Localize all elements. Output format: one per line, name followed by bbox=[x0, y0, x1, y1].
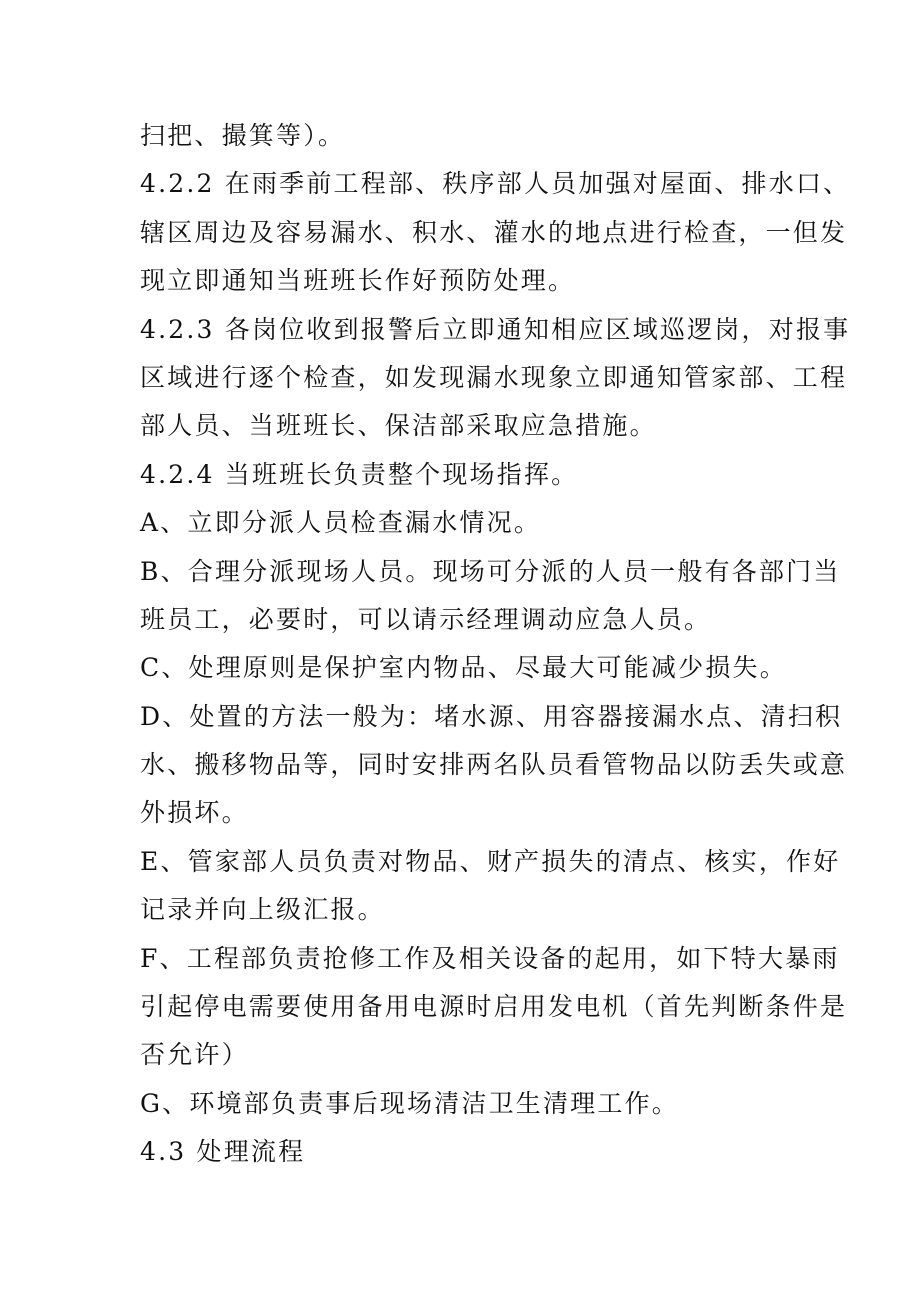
section-heading: 4.3 处理流程 bbox=[140, 1137, 306, 1167]
text-line: G、环境部负责事后现场清洁卫生清理工作。 bbox=[140, 1088, 679, 1118]
text-line: 4.2.4 当班班长负责整个现场指挥。 bbox=[140, 459, 579, 489]
text-line: 现立即通知当班班长作好预防处理。 bbox=[140, 266, 576, 296]
document-body bbox=[140, 112, 851, 1177]
text-line: C、处理原则是保护室内物品、尽最大可能减少损失。 bbox=[140, 653, 787, 683]
text-line: 班员工，必要时，可以请示经理调动应急人员。 bbox=[140, 604, 712, 634]
text-line: A、立即分派人员检查漏水情况。 bbox=[140, 508, 542, 538]
text-line: E、管家部人员负责对物品、财产损失的清点、核实，作好 bbox=[140, 846, 841, 876]
text-line: 部人员、当班班长、保洁部采取应急措施。 bbox=[140, 411, 657, 441]
text-line: 扫把、撮箕等）。 bbox=[140, 121, 346, 150]
text-line: 引起停电需要使用备用电源时启用发电机（首先判断条件是 bbox=[140, 992, 848, 1022]
text-line: 辖区周边及容易漏水、积水、灌水的地点进行检查，一但发 bbox=[140, 217, 848, 247]
text-line: 外损坏。 bbox=[140, 798, 249, 828]
text-line: 水、搬移物品等，同时安排两名队员看管物品以防丢失或意 bbox=[140, 750, 848, 780]
text-line: 否允许） bbox=[140, 1040, 249, 1070]
text-line: 区域进行逐个检查，如发现漏水现象立即通知管家部、工程 bbox=[140, 362, 848, 392]
text-line: F、工程部负责抢修工作及相关设备的起用，如下特大暴雨 bbox=[140, 943, 840, 973]
text-line: 记录并向上级汇报。 bbox=[140, 895, 385, 925]
text-line: 4.2.2 在雨季前工程部、秩序部人员加强对屋面、排水口、 bbox=[140, 169, 851, 199]
text-line: B、合理分派现场人员。现场可分派的人员一般有各部门当 bbox=[140, 556, 841, 586]
text-line: 4.2.3 各岗位收到报警后立即通知相应区域巡逻岗，对报事 bbox=[140, 314, 851, 344]
text-line: D、处置的方法一般为：堵水源、用容器接漏水点、清扫积 bbox=[140, 701, 843, 731]
